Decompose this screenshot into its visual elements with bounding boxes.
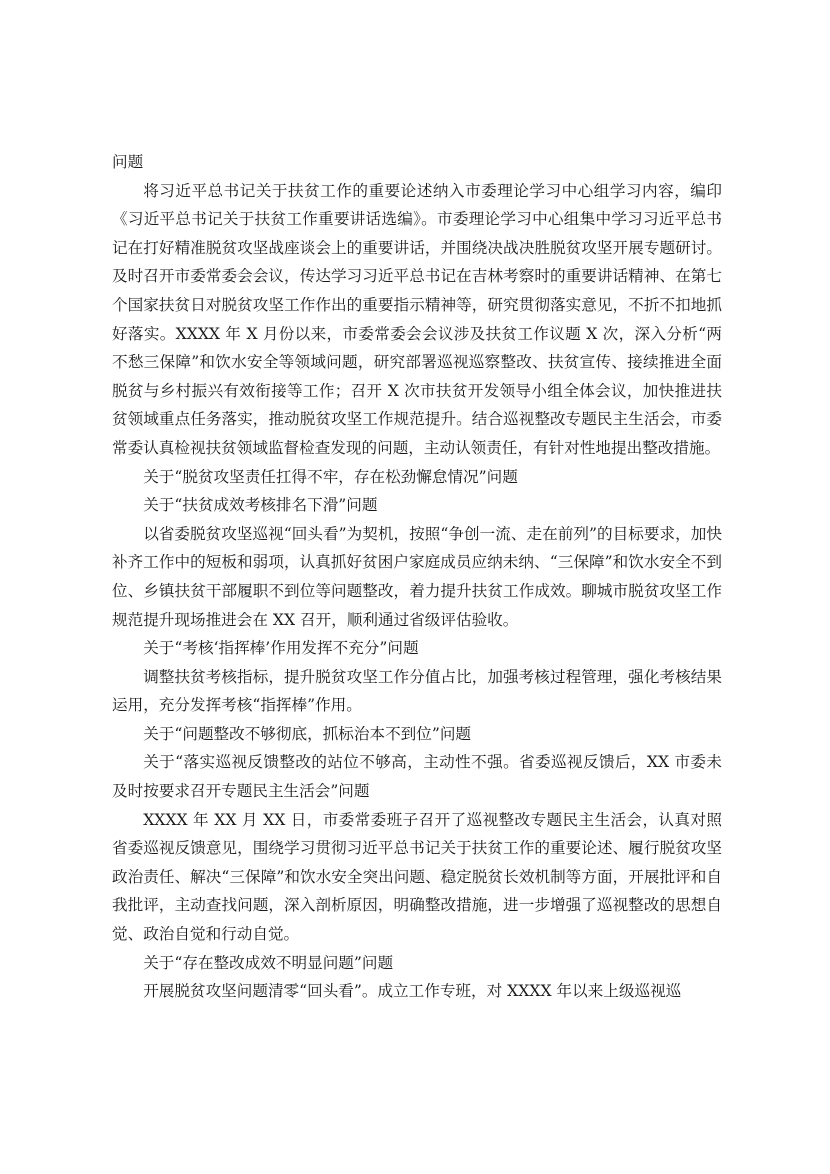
paragraph: 以省委脱贫攻坚巡视“回头看”为契机，按照“争创一流、走在前列”的目标要求，加快补齐工作中的短板和弱项，认真抓好贫困户家庭成员应纳未纳、“三保障”和饮水安全不到位、乡镇扶贫干部履职不到位等问题整改，着力提升扶贫工作成效。聊城市脱贫攻坚工作规范提升现场推进会在 XX 召开，顺利通过省级评估验收。 [112,524,722,629]
paragraph: 调整扶贫考核指标，提升脱贫攻坚工作分值占比，加强考核过程管理，强化考核结果运用，充分发挥考核“指挥棒”作用。 [112,667,722,715]
paragraph: 开展脱贫攻坚问题清零“回头看”。成立工作专班，对 XXXX 年以来上级巡视巡 [143,982,682,1001]
section-heading: 关于“存在整改成效不明显问题”问题 [143,953,394,972]
section-heading: 关于“落实巡视反馈整改的站位不够高，主动性不强。省委巡视反馈后，XX 市委未及时按要求召开专题民主生活会”问题 [112,753,722,801]
paragraph: XXXX 年 XX 月 XX 日，市委常委班子召开了巡视整改专题民主生活会，认真对照省委巡视反馈意见，围绕学习贯彻习近平总书记关于扶贫工作的重要论述、履行脱贫攻坚政治责任、解决“三保障”和饮水安全突出问题、稳定脱贫长效机制等方面，开展批评和自我批评，主动查找问题，深入剖析原因，明确整改措施，进一步增强了巡视整改的思想自觉、政治自觉和行动自觉。 [112,810,722,944]
section-heading: 关于“扶贫成效考核排名下滑”问题 [143,496,378,515]
section-heading: 关于“脱贫攻坚责任扛得不牢，存在松劲懈怠情况”问题 [143,467,518,486]
section-heading: 关于“问题整改不够彻底，抓标治本不到位”问题 [143,724,472,743]
document-body [112,148,722,1006]
paragraph: 将习近平总书记关于扶贫工作的重要论述纳入市委理论学习中心组学习内容，编印《习近平总书记关于扶贫工作重要讲话选编》。市委理论学习中心组集中学习习近平总书记在打好精准脱贫攻坚战座谈会上的重要讲话，并围绕决战决胜脱贫攻坚开展专题研讨。及时召开市委常委会会议，传达学习习近平总书记在吉林考察时的重要讲话精神、在第七个国家扶贫日对脱贫攻坚工作作出的重要指示精神等，研究贯彻落实意见，不折不扣地抓好落实。XXXX 年 X 月份以来，市委常委会会议涉及扶贫工作议题 X 次，深入分析“两不愁三保障”和饮水安全等领域问题，研究部署巡视巡察整改、扶贫宣传、接续推进全面脱贫与乡村振兴有效衔接等工作；召开 X 次市扶贫开发领导小组全体会议，加快推进扶贫领域重点任务落实，推动脱贫攻坚工作规范提升。结合巡视整改专题民主生活会，市委常委认真检视扶贫领域监督检查发现的问题，主动认领责任，有针对性地提出整改措施。 [112,181,722,457]
section-heading: 关于“考核‘指挥棒’作用发挥不充分”问题 [143,639,419,658]
paragraph: 问题 [112,153,144,171]
